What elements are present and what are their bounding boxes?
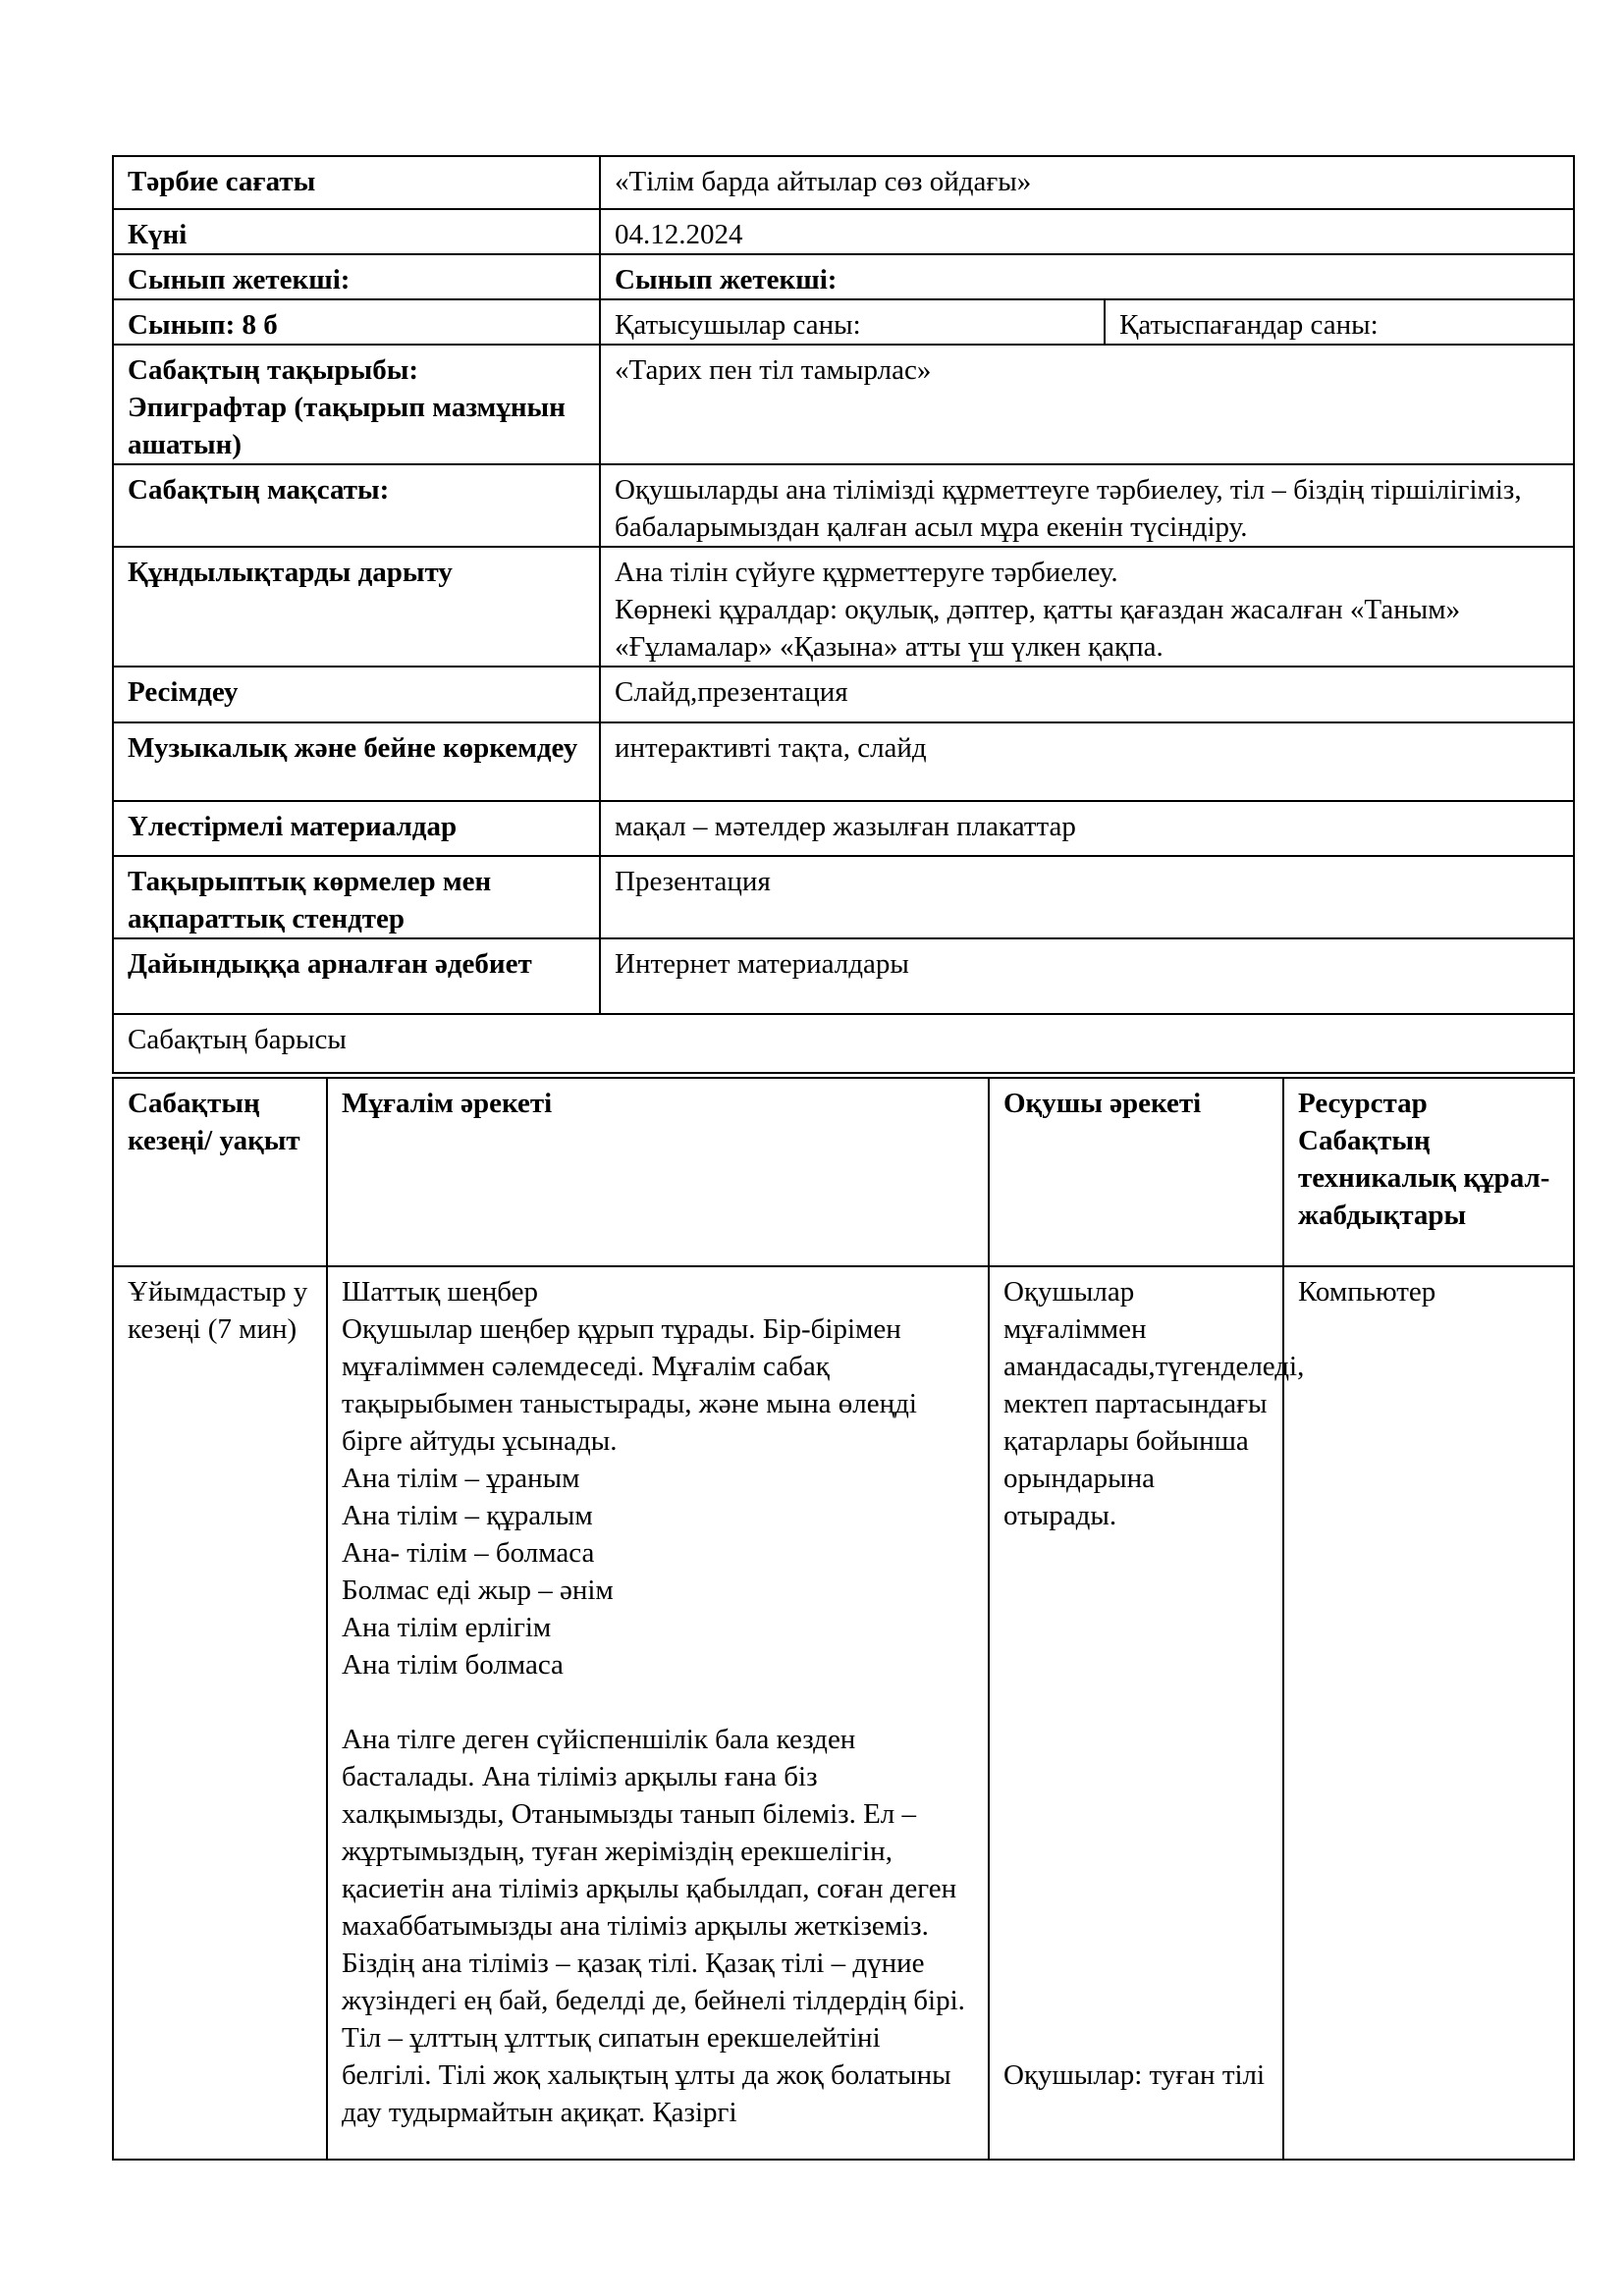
- table-row: [113, 345, 1574, 464]
- column-header: Мұғалім әрекеті: [327, 1078, 989, 1266]
- table-row: [113, 856, 1574, 938]
- stage-cell: Ұйымдастыр у кезеңі (7 мин): [113, 1266, 327, 2160]
- lesson-plan-table: [112, 1077, 1575, 2161]
- info-value: Ана тілін сүйуге құрметтеруге тәрбиелеу. Көрнекі құралдар: оқулық, дәптер, қатты қағаздан жасалған «Таным» «Ғұламалар» «Қазына» атты үш үлкен қақпа.: [600, 547, 1574, 667]
- info-label: Сабақтың тақырыбы: Эпиграфтар (тақырып мазмұнын ашатын): [113, 345, 600, 464]
- info-value: 04.12.2024: [600, 209, 1574, 254]
- info-label: Тақырыптық көрмелер мен ақпараттық стендтер: [113, 856, 600, 938]
- info-label: Үлестірмелі материалдар: [113, 801, 600, 856]
- table-row: [113, 667, 1574, 722]
- info-value: Қатысушылар саны:: [600, 299, 1105, 345]
- student-activity-text: Оқушылар мұғаліммен амандасады,түгенделеді, мектеп партасындағы қатарлары бойынша орындарына отырады.: [1003, 1276, 1305, 1531]
- info-value: Интернет материалдары: [600, 938, 1574, 1014]
- column-header: Ресурстар Сабақтың техникалық құрал-жабдықтары: [1283, 1078, 1574, 1266]
- student-activity-cell: [989, 1266, 1305, 2160]
- info-label: Тәрбие сағаты: [113, 156, 600, 209]
- info-label: Құндылықтарды дарыту: [113, 547, 600, 667]
- table-row: [113, 1266, 1574, 2160]
- info-label: Сабақтың мақсаты:: [113, 464, 600, 547]
- info-value: Слайд,презентация: [600, 667, 1574, 722]
- info-label: Сынып жетекші:: [113, 254, 600, 299]
- lesson-info-table: [112, 155, 1575, 1074]
- info-value: Презентация: [600, 856, 1574, 938]
- table-header-row: [113, 1078, 1574, 1266]
- table-row: [113, 801, 1574, 856]
- info-value: «Тілім барда айтылар сөз ойдағы»: [600, 156, 1574, 209]
- table-row: [113, 938, 1574, 1014]
- column-header: Оқушы әрекеті: [989, 1078, 1283, 1266]
- info-label: Ресімдеу: [113, 667, 600, 722]
- info-value: Оқушыларды ана тілімізді құрметтеуге тәрбиелеу, тіл – біздің тіршілігіміз, бабаларымыздан қалған асыл мұра екенін түсіндіру.: [600, 464, 1574, 547]
- info-value-secondary: Қатыспағандар саны:: [1105, 299, 1574, 345]
- table-row: [113, 722, 1574, 801]
- table-row: [113, 464, 1574, 547]
- student-activity-note: Оқушылар: туған тілі: [1003, 2059, 1266, 2091]
- column-header: Сабақтың кезеңі/ уақыт: [113, 1078, 327, 1266]
- info-label: Сынып: 8 б: [113, 299, 600, 345]
- info-value: Сынып жетекші:: [600, 254, 1574, 299]
- table-row: [113, 209, 1574, 254]
- info-label: Музыкалық және бейне көркемдеу: [113, 722, 600, 801]
- info-label: Дайындыққа арналған әдебиет: [113, 938, 600, 1014]
- teacher-activity-cell: Шаттық шеңбер Оқушылар шеңбер құрып тұрады. Бір-бірімен мұғаліммен сәлемдеседі. Мұғалім сабақ тақырыбымен таныстырады, және мына өлеңді бірге айтуды ұсынады. Ана тілім – ұраным Ана тілім – құралым Ана- тілім – болмаса Болмас еді жыр – әнім Ана тілім ерлігім Ана тілім болмаса Ана тілге деген сүйіспеншілік бала кезден басталады. Ана тіліміз арқылы ғана біз халқымызды, Отанымызды танып білеміз. Ел – жұртымыздың, туған жеріміздің ерекшелігін, қасиетін ана тіліміз арқылы қабылдап, соған деген махаббатымызды ана тіліміз арқылы жеткіземіз. Біздің ана тіліміз – қазақ тілі. Қазақ тілі – дүние жүзіндегі ең бай, беделді де, бейнелі тілдердің бірі. Тіл – ұлттың ұлттық сипатын ерекшелейтіні белгілі. Тілі жоқ халықтың ұлты да жоқ болатыны дау тудырмайтын ақиқат. Қазіргі: [327, 1266, 989, 2160]
- resources-cell: Компьютер: [1283, 1266, 1574, 2160]
- table-row: [113, 547, 1574, 667]
- table-row: [113, 254, 1574, 299]
- info-value: мақал – мәтелдер жазылған плакаттар: [600, 801, 1574, 856]
- table-row: [113, 156, 1574, 209]
- table-row: [113, 1014, 1574, 1073]
- lesson-progress-heading: Сабақтың барысы: [113, 1014, 1574, 1073]
- info-value: «Тарих пен тіл тамырлас»: [600, 345, 1574, 464]
- info-value: интерактивті тақта, слайд: [600, 722, 1574, 801]
- info-label: Күні: [113, 209, 600, 254]
- table-row: [113, 299, 1574, 345]
